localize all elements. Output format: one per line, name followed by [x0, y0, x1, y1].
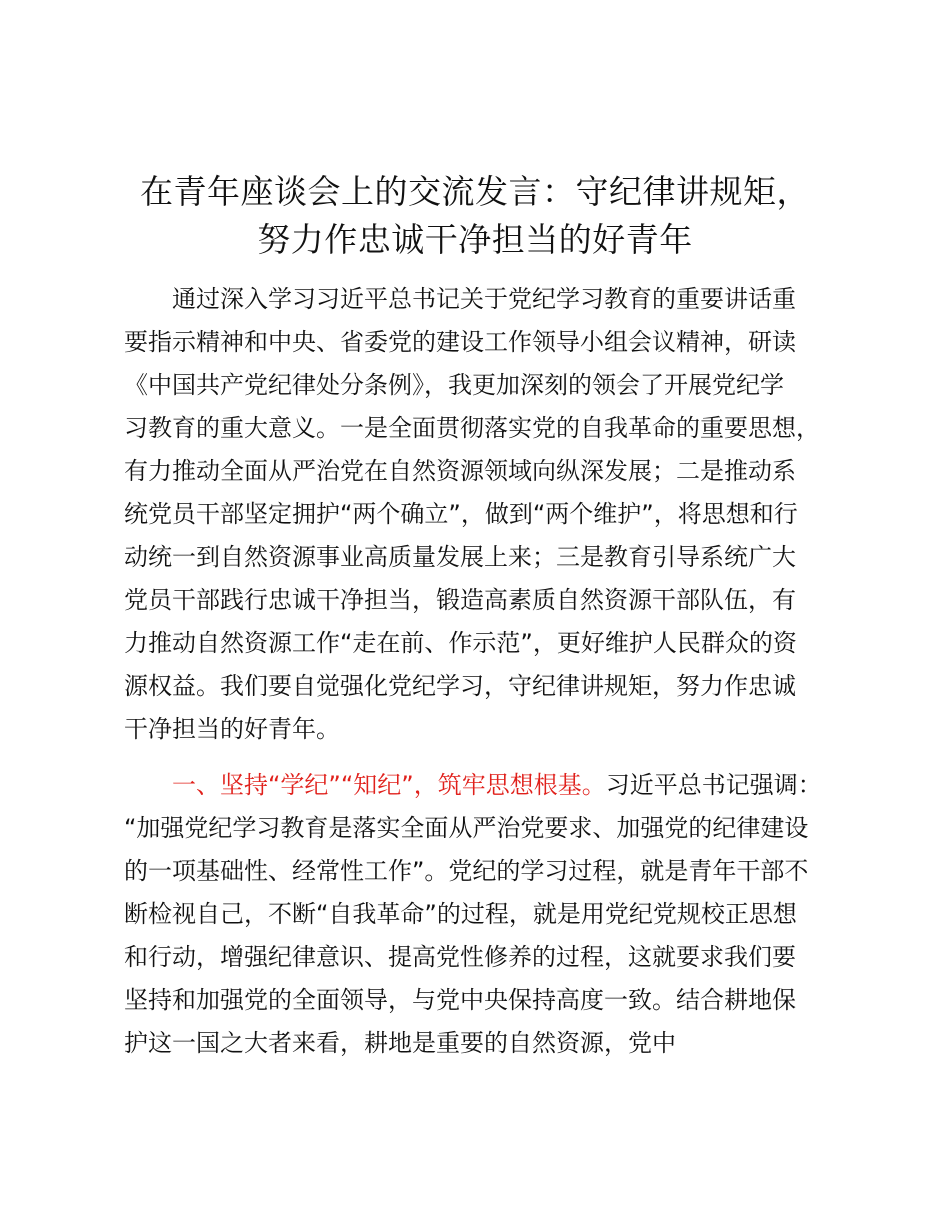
paragraph-line: “加强党纪学习教育是落实全面从严治党要求、加强党的纪律建设	[124, 814, 809, 842]
paragraph-line: 动统一到自然资源事业高质量发展上来；三是教育引导系统广大	[124, 543, 796, 571]
paragraph-line: 《中国共产党纪律处分条例》，我更加深刻的领会了开展党纪学	[124, 371, 784, 399]
paragraph-line: 干净担当的好青年。	[124, 715, 340, 743]
paragraph-line: 统党员干部坚定拥护“两个确立”，做到“两个维护”，将思想和行	[124, 500, 798, 528]
paragraph-line: 源权益。我们要自觉强化党纪学习，守纪律讲规矩，努力作忠诚	[124, 672, 796, 700]
paragraph-line: 要指示精神和中央、省委党的建设工作领导小组会议精神，研读	[124, 328, 796, 356]
title-line-2: 努力作忠诚干净担当的好青年	[257, 220, 693, 259]
paragraph-line: 力推动自然资源工作“走在前、作示范”，更好维护人民群众的资	[124, 629, 797, 657]
paragraph-line: 坚持和加强党的全面领导，与党中央保持高度一致。结合耕地保	[124, 986, 796, 1014]
paragraph-line: 护这一国之大者来看，耕地是重要的自然资源，党中	[124, 1029, 676, 1057]
paragraph-line: 党员干部践行忠诚干净担当，锻造高素质自然资源干部队伍，有	[124, 586, 796, 614]
paragraph-line: 断检视自己，不断“自我革命”的过程，就是用党纪党规校正思想	[124, 900, 797, 928]
paragraph-line: 的一项基础性、经常性工作”。党纪的学习过程，就是青年干部不	[124, 857, 809, 885]
paragraph-line: 和行动，增强纪律意识、提高党性修养的过程，这就要求我们要	[124, 943, 796, 971]
section-text: 习近平总书记强调：	[605, 771, 822, 799]
title-line-1: 在青年座谈会上的交流发言：守纪律讲规矩，	[140, 172, 810, 211]
paragraph-line: 习教育的重大意义。一是全面贯彻落实党的自我革命的重要思想，	[124, 414, 820, 442]
paragraph-line: 有力推动全面从严治党在自然资源领域向纵深发展；二是推动系	[124, 457, 796, 485]
paragraph-line: 通过深入学习习近平总书记关于党纪学习教育的重要讲话重	[172, 285, 796, 313]
section-heading: 一、坚持“学纪”“知纪”，筑牢思想根基。	[172, 771, 606, 799]
section-heading-line	[172, 770, 822, 800]
